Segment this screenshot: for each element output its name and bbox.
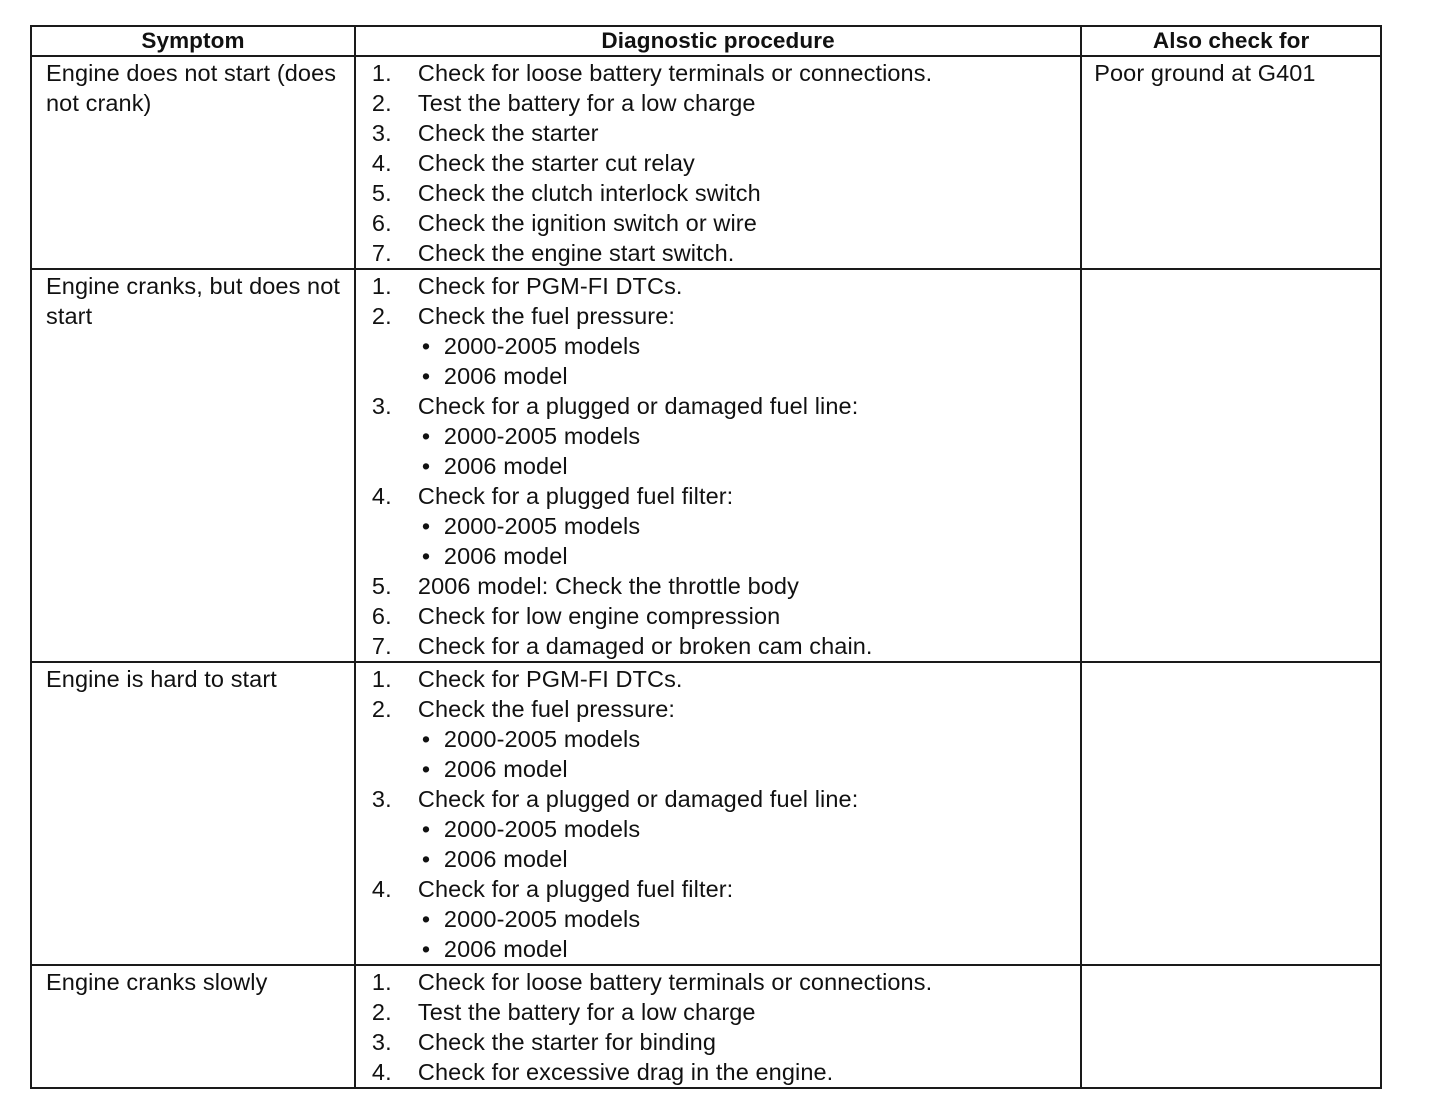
bullet-icon: • (421, 726, 431, 752)
procedure-step (372, 178, 1076, 208)
diagnostic-table (30, 25, 1382, 1089)
bullet-icon: • (421, 453, 431, 479)
sub-item-text: 2006 model (443, 936, 568, 962)
step-text: Check the fuel pressure: (417, 303, 676, 329)
sub-item-text: 2006 model (443, 363, 568, 389)
step-text: Check for low engine compression (417, 603, 781, 629)
symptom-cell: Engine cranks slowly (31, 965, 355, 1088)
symptom-cell: Engine does not start (does not crank) (31, 56, 355, 269)
procedure-sub-item (372, 724, 1076, 754)
procedure-step (372, 967, 1076, 997)
procedure-step (372, 88, 1076, 118)
step-text: Check the ignition switch or wire (417, 210, 757, 236)
procedure-step (372, 481, 1076, 511)
step-number: 4. (371, 483, 392, 509)
sub-item-text: 2006 model (443, 756, 568, 782)
step-number: 5. (371, 180, 392, 206)
procedure-step (372, 694, 1076, 724)
step-text: 2006 model: Check the throttle body (417, 573, 799, 599)
procedure-cell (355, 269, 1081, 662)
step-number: 1. (371, 60, 392, 86)
procedure-cell (355, 662, 1081, 965)
step-number: 2. (371, 696, 392, 722)
step-number: 4. (371, 1059, 392, 1085)
procedure-sub-item (372, 511, 1076, 541)
step-number: 6. (371, 210, 392, 236)
step-number: 4. (371, 876, 392, 902)
procedure-step (372, 301, 1076, 331)
procedure-sub-item (372, 541, 1076, 571)
bullet-icon: • (421, 846, 431, 872)
header-diagnostic-procedure: Diagnostic procedure (355, 26, 1081, 56)
step-number: 3. (371, 786, 392, 812)
procedure-step (372, 1027, 1076, 1057)
sub-item-text: 2006 model (443, 453, 568, 479)
procedure-sub-item (372, 361, 1076, 391)
step-number: 1. (371, 969, 392, 995)
sub-item-text: 2000-2005 models (443, 333, 641, 359)
bullet-icon: • (421, 756, 431, 782)
table-row (31, 269, 1381, 662)
procedure-step (372, 391, 1076, 421)
sub-item-text: 2000-2005 models (443, 423, 641, 449)
sub-item-text: 2000-2005 models (443, 726, 641, 752)
procedure-sub-item (372, 451, 1076, 481)
procedure-sub-item (372, 754, 1076, 784)
bullet-icon: • (421, 936, 431, 962)
step-text: Check for excessive drag in the engine. (417, 1059, 834, 1085)
procedure-sub-item (372, 814, 1076, 844)
step-number: 2. (371, 90, 392, 116)
procedure-step (372, 784, 1076, 814)
procedure-step (372, 148, 1076, 178)
header-symptom: Symptom (31, 26, 355, 56)
bullet-icon: • (421, 816, 431, 842)
step-text: Check for PGM-FI DTCs. (417, 666, 683, 692)
also-check-cell (1081, 269, 1381, 662)
step-text: Check the fuel pressure: (417, 696, 676, 722)
step-text: Check for a plugged or damaged fuel line: (417, 786, 859, 812)
step-text: Check for loose battery terminals or connections. (417, 969, 933, 995)
symptom-cell: Engine cranks, but does not start (31, 269, 355, 662)
step-number: 3. (371, 393, 392, 419)
procedure-step (372, 631, 1076, 661)
procedure-sub-item (372, 934, 1076, 964)
table-body (31, 56, 1381, 1088)
bullet-icon: • (421, 543, 431, 569)
step-text: Check for loose battery terminals or connections. (417, 60, 933, 86)
step-text: Check the starter cut relay (417, 150, 695, 176)
sub-item-text: 2006 model (443, 846, 568, 872)
procedure-step (372, 238, 1076, 268)
step-text: Check for PGM-FI DTCs. (417, 273, 683, 299)
also-check-cell: Poor ground at G401 (1081, 56, 1381, 269)
procedure-cell (355, 965, 1081, 1088)
procedure-sub-item (372, 331, 1076, 361)
procedure-step (372, 58, 1076, 88)
table-header-row (31, 26, 1381, 56)
procedure-step (372, 874, 1076, 904)
bullet-icon: • (421, 906, 431, 932)
procedure-step (372, 1057, 1076, 1087)
step-number: 3. (371, 1029, 392, 1055)
step-text: Check for a plugged or damaged fuel line: (417, 393, 859, 419)
table-row (31, 56, 1381, 269)
procedure-sub-item (372, 421, 1076, 451)
procedure-step (372, 208, 1076, 238)
step-number: 7. (371, 633, 392, 659)
step-number: 3. (371, 120, 392, 146)
step-text: Check for a plugged fuel filter: (417, 483, 734, 509)
procedure-sub-item (372, 844, 1076, 874)
procedure-step (372, 601, 1076, 631)
step-text: Check the starter for binding (417, 1029, 717, 1055)
sub-item-text: 2000-2005 models (443, 906, 641, 932)
step-number: 6. (371, 603, 392, 629)
sub-item-text: 2000-2005 models (443, 816, 641, 842)
sub-item-text: 2000-2005 models (443, 513, 641, 539)
bullet-icon: • (421, 333, 431, 359)
procedure-step (372, 997, 1076, 1027)
step-number: 2. (371, 999, 392, 1025)
step-number: 2. (371, 303, 392, 329)
step-text: Test the battery for a low charge (417, 90, 756, 116)
step-text: Test the battery for a low charge (417, 999, 756, 1025)
step-text: Check the starter (417, 120, 599, 146)
procedure-sub-item (372, 904, 1076, 934)
step-number: 4. (371, 150, 392, 176)
header-also-check-for: Also check for (1081, 26, 1381, 56)
procedure-step (372, 664, 1076, 694)
step-number: 7. (371, 240, 392, 266)
bullet-icon: • (421, 513, 431, 539)
bullet-icon: • (421, 363, 431, 389)
procedure-step (372, 118, 1076, 148)
step-text: Check the clutch interlock switch (417, 180, 761, 206)
table-row (31, 662, 1381, 965)
bullet-icon: • (421, 423, 431, 449)
step-number: 1. (371, 273, 392, 299)
symptom-cell: Engine is hard to start (31, 662, 355, 965)
step-number: 5. (371, 573, 392, 599)
step-text: Check for a damaged or broken cam chain. (417, 633, 873, 659)
also-check-cell (1081, 662, 1381, 965)
sub-item-text: 2006 model (443, 543, 568, 569)
step-text: Check for a plugged fuel filter: (417, 876, 734, 902)
step-text: Check the engine start switch. (417, 240, 735, 266)
table-row (31, 965, 1381, 1088)
step-number: 1. (371, 666, 392, 692)
procedure-step (372, 271, 1076, 301)
procedure-cell (355, 56, 1081, 269)
also-check-cell (1081, 965, 1381, 1088)
procedure-step (372, 571, 1076, 601)
